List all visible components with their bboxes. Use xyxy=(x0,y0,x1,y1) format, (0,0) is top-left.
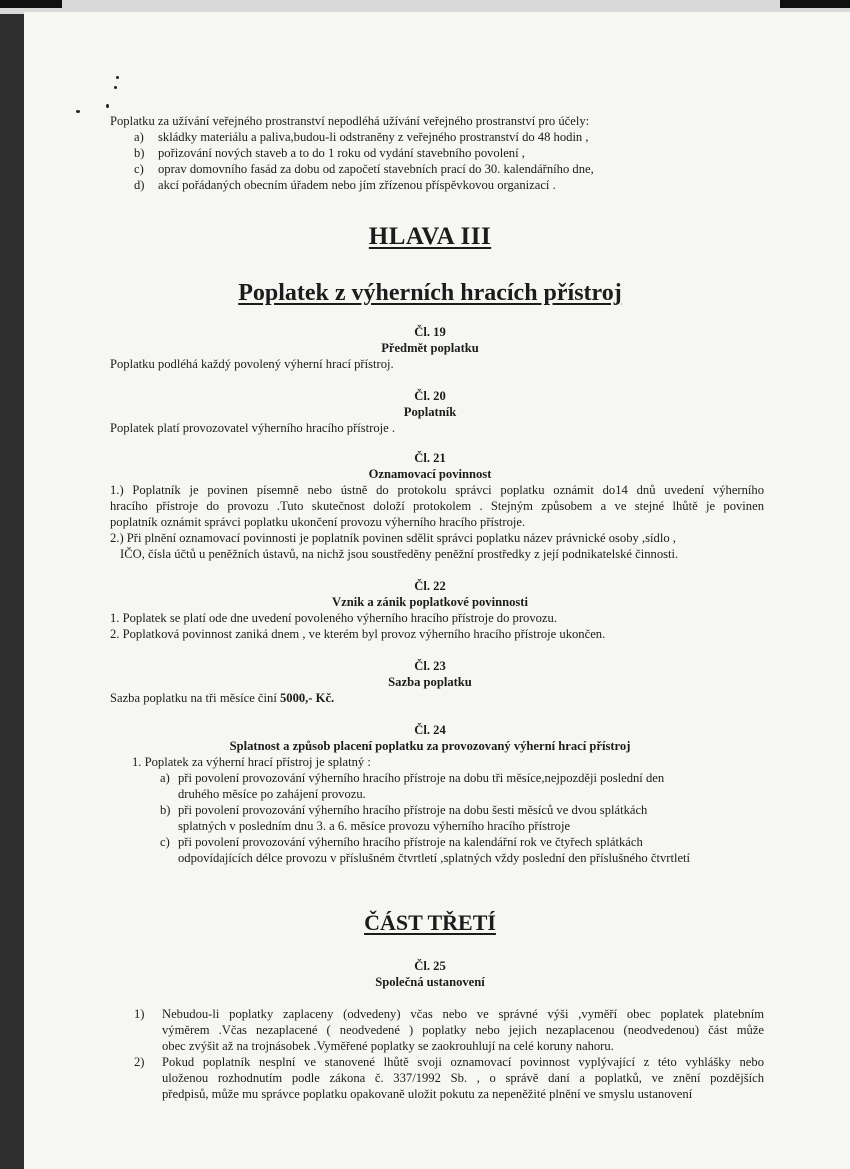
scan-left-border xyxy=(0,14,26,1169)
article-number: Čl. 20 xyxy=(414,389,446,403)
list-marker: 1) xyxy=(134,1007,145,1021)
article-title: Poplatník xyxy=(403,405,457,419)
article-text: Poplatku podléhá každý povolený výherní hrací přístroj. xyxy=(110,357,394,371)
article-title: Společná ustanovení xyxy=(375,975,485,989)
article-text: 1.) Poplatník je povinen písemně nebo ústně do protokolu správci poplatku oznámit do14 dnů uvedení výherního xyxy=(110,483,764,497)
article-text: Sazba poplatku na tři měsíce činí 5000,- Kč. xyxy=(110,691,335,705)
article-title: Vznik a zánik poplatkové povinnosti xyxy=(332,595,528,609)
article-number: Čl. 19 xyxy=(414,325,446,339)
article-text: hracího přístroje do provozu .Tuto skutečnost doloží protokolem . Stejným způsobem a ve stejné lhůtě je povinen xyxy=(110,499,764,513)
scan-speck xyxy=(116,76,119,79)
list-item-continuation: odpovídajících délce provozu v příslušném čtvrtletí ,splatných vždy poslední den příslušného čtvrtletí xyxy=(178,851,691,865)
article-text: Nebudou-li poplatky zaplaceny (odvedeny) včas nebo ve správné výši ,vyměří obec poplatek platebním xyxy=(162,1007,764,1021)
article-text: uloženou rozhodnutím podle zákona č. 337/1992 Sb. , o správě daní a poplatků, ve znění pozdějších xyxy=(162,1071,764,1085)
chapter-title: HLAVA III xyxy=(368,223,492,250)
article-text: poplatník oznámit správci poplatku ukončení provozu výherního hracího přístroje. xyxy=(110,515,526,529)
article-number: Čl. 25 xyxy=(414,959,446,973)
article-title: Splatnost a způsob placení poplatku za provozovaný výherní hrací přístroj xyxy=(229,739,631,753)
article-number: Čl. 24 xyxy=(414,723,446,737)
article-text: 2.) Při plnění oznamovací povinnosti je poplatník povinen sdělit správci poplatku název právnické osoby ,sídlo , xyxy=(110,531,676,545)
article-text: 1. Poplatek za výherní hrací přístroj je splatný : xyxy=(132,755,371,769)
list-item-continuation: splatných v posledním dnu 3. a 6. měsíce provozu výherního hracího přístroje xyxy=(178,819,571,833)
part-title: ČÁST TŘETÍ xyxy=(364,910,496,935)
chapter-subtitle: Poplatek z výherních hracích přístroj xyxy=(238,280,622,306)
list-item: b) pořizování nových staveb a to do 1 roku od vydání stavebního povolení , xyxy=(134,146,525,160)
article-text: 2. Poplatková povinnost zaniká dnem , ve kterém byl provoz výherního hracího přístroje ukončen. xyxy=(110,627,606,641)
article-number: Čl. 21 xyxy=(414,451,446,465)
fee-amount: 5000,- Kč. xyxy=(279,691,335,705)
scan-speck xyxy=(76,110,80,113)
article-number: Čl. 23 xyxy=(414,659,446,673)
article-text: IČO, čísla účtů u peněžních ústavů, na nichž jsou soustředěny peněžní prostředky z její podnikatelské činnosti. xyxy=(120,547,679,561)
list-item: a) skládky materiálu a paliva,budou-li odstraněny z veřejného prostranství do 48 hodin , xyxy=(134,130,589,144)
article-text: Pokud poplatník nesplní ve stanovené lhůtě svoji oznamovací povinnost vyplývající z této vyhlášky nebo xyxy=(162,1055,764,1069)
article-text: Poplatek platí provozovatel výherního hracího přístroje . xyxy=(110,421,396,435)
list-marker: 2) xyxy=(134,1055,145,1069)
scan-speck xyxy=(114,86,117,89)
article-text: obec zvýšit až na trojnásobek .Vyměřené poplatky se zaokrouhlují na celé koruny nahoru. xyxy=(162,1039,614,1053)
list-item: b) při povolení provozování výherního hracího přístroje na dobu šesti měsíců ve dvou splátkách xyxy=(160,803,648,817)
article-number: Čl. 22 xyxy=(414,579,446,593)
list-item: c) při povolení provozování výherního hracího přístroje na kalendářní rok ve čtyřech splátkách xyxy=(160,835,643,849)
article-title: Oznamovací povinnost xyxy=(368,467,492,481)
list-item: d) akcí pořádaných obecním úřadem nebo jím zřízenou příspěvkovou organizací . xyxy=(134,178,556,192)
scan-speck xyxy=(106,104,109,108)
article-title: Sazba poplatku xyxy=(388,675,472,689)
intro-text: Poplatku za užívání veřejného prostranství nepodléhá užívání veřejného prostranství pro účely: xyxy=(110,114,590,128)
list-item: c) oprav domovního fasád za dobu od započetí stavebních prací do 30. kalendářního dne, xyxy=(134,162,594,176)
list-item-continuation: druhého měsíce po zahájení provozu. xyxy=(178,787,366,801)
article-text: 1. Poplatek se platí ode dne uvedení povoleného výherního hracího přístroje do provozu. xyxy=(110,611,557,625)
list-item: a) při povolení provozování výherního hracího přístroje na dobu tři měsíce,nejpozději poslední den xyxy=(160,771,665,785)
document-page xyxy=(24,12,850,1169)
article-title: Předmět poplatku xyxy=(381,341,479,355)
article-text: výměrem .Včas nezaplacené ( neodvedené ) poplatky nebo jejich nezaplacenou (neodvedenou) část může xyxy=(162,1023,764,1037)
article-text: předpisů, může mu správce poplatku opakovaně uložit pokutu za nepeněžité plnění ve smyslu ustanovení xyxy=(162,1087,693,1101)
